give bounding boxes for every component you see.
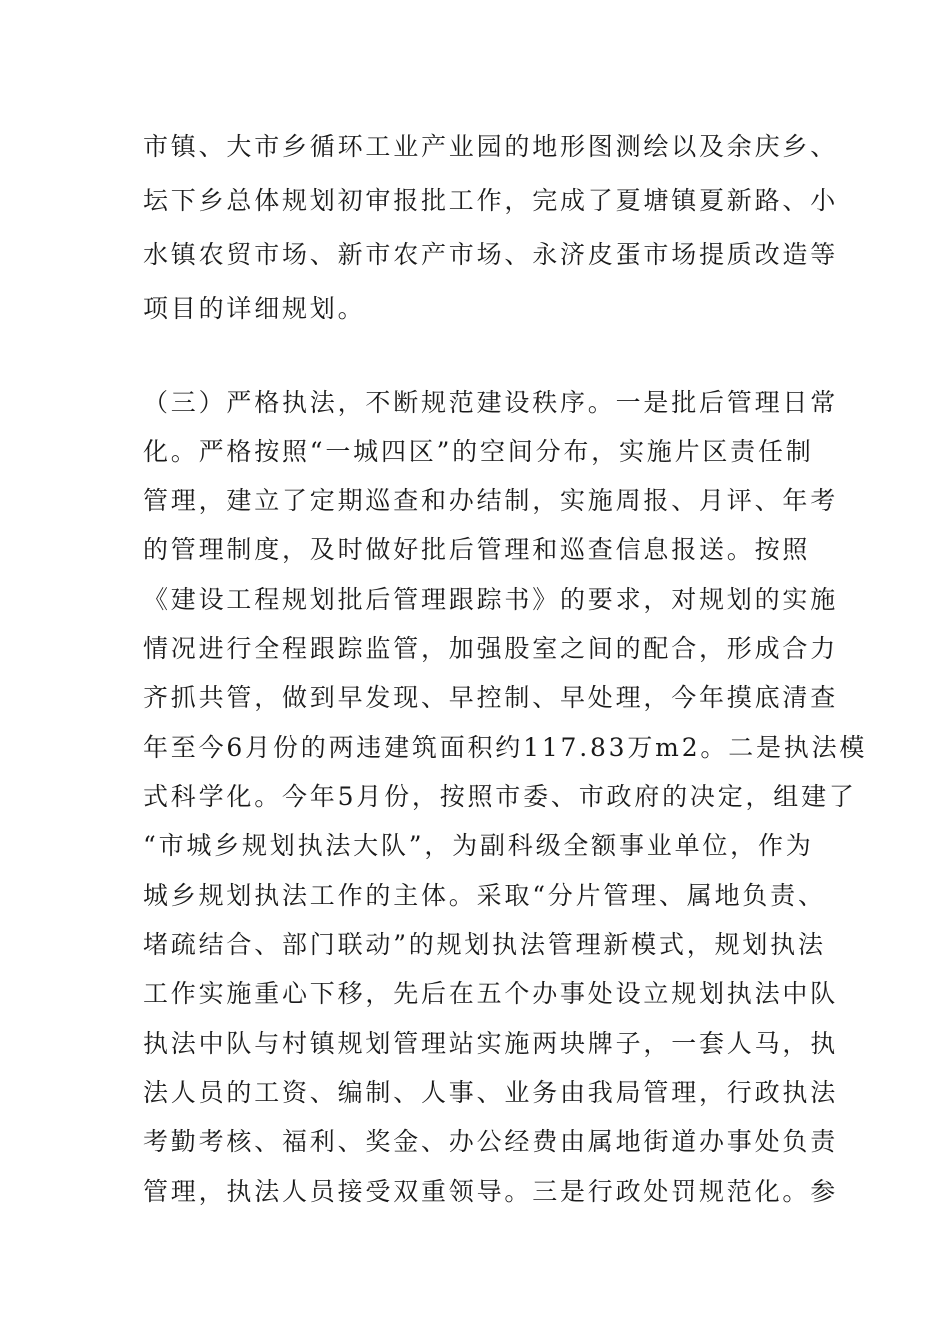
text-line: “市城乡规划执法大队”，为副科级全额事业单位，作为 — [143, 831, 814, 860]
text-line: 坛下乡总体规划初审报批工作，完成了夏塘镇夏新路、小 — [143, 186, 839, 215]
text-line: 的管理制度，及时做好批后管理和巡查信息报送。按照 — [143, 535, 811, 564]
text-line: 执法中队与村镇规划管理站实施两块牌子，一套人马，执 — [143, 1029, 839, 1058]
text-line: 项目的详细规划。 — [143, 294, 366, 323]
text-line: 工作实施重心下移，先后在五个办事处设立规划执法中队 — [143, 979, 839, 1008]
text-line: 城乡规划执法工作的主体。采取“分片管理、属地负责、 — [143, 881, 826, 910]
text-line: 式科学化。今年5月份，按照市委、市政府的决定，组建了 — [143, 782, 857, 811]
text-line: 齐抓共管，做到早发现、早控制、早处理，今年摸底清查 — [143, 683, 839, 712]
text-line: 考勤考核、福利、奖金、办公经费由属地街道办事处负责 — [143, 1127, 839, 1156]
text-line: 情况进行全程跟踪监管，加强股室之间的配合，形成合力 — [143, 634, 839, 663]
text-line: 年至今6月份的两违建筑面积约117.83万m2。二是执法模 — [143, 733, 868, 762]
text-line: 市镇、大市乡循环工业产业园的地形图测绘以及余庆乡、 — [143, 132, 839, 161]
text-line: 《建设工程规划批后管理跟踪书》的要求，对规划的实施 — [143, 585, 839, 614]
text-line: 堵疏结合、部门联动”的规划执法管理新模式，规划执法 — [143, 930, 826, 959]
text-line: 管理，执法人员接受双重领导。三是行政处罚规范化。参 — [143, 1177, 839, 1206]
text-line: 法人员的工资、编制、人事、业务由我局管理，行政执法 — [143, 1078, 839, 1107]
text-line: 水镇农贸市场、新市农产市场、永济皮蛋市场提质改造等 — [143, 240, 839, 269]
text-line: 管理，建立了定期巡查和办结制，实施周报、月评、年考 — [143, 486, 839, 515]
text-line: 化。严格按照“一城四区”的空间分布，实施片区责任制 — [143, 437, 814, 466]
text-line: （三）严格执法，不断规范建设秩序。一是批后管理日常 — [143, 388, 839, 417]
